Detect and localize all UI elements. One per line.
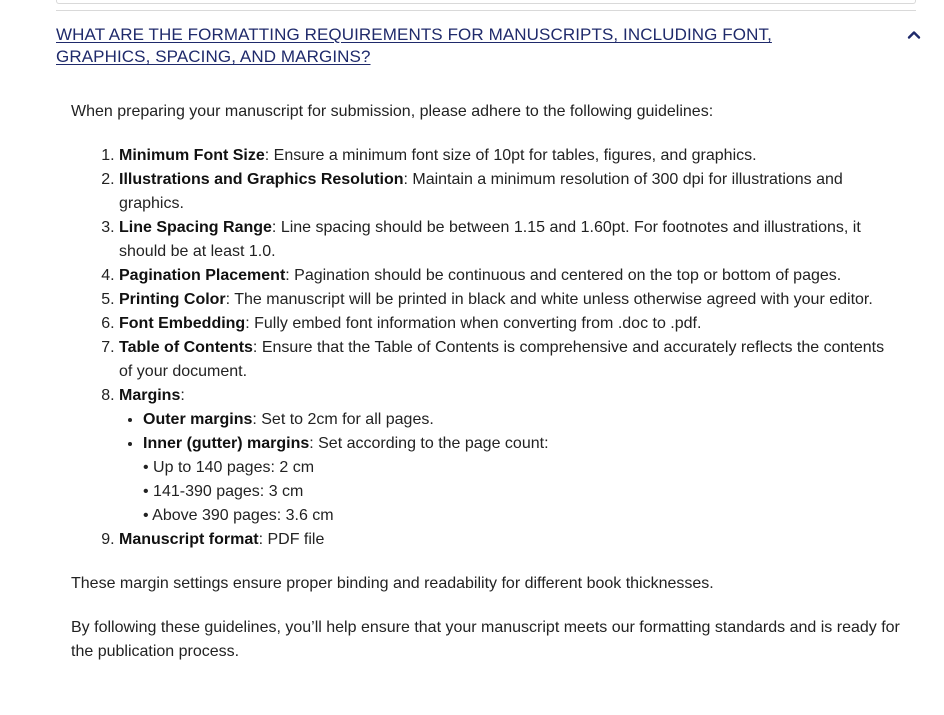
faq-question-title[interactable]: WHAT ARE THE FORMATTING REQUIREMENTS FOR MANUSCRIPTS, INCLUDING FONT, GRAPHICS, SPACING, AND MARGINS? xyxy=(56,25,772,66)
guideline-text: : Ensure a minimum font size of 10pt for tables, figures, and graphics. xyxy=(264,147,757,164)
closing-paragraph: By following these guidelines, you’ll help ensure that your manuscript meets our formatting standards and is ready for the publication process. xyxy=(71,619,900,660)
guideline-text: : The manuscript will be printed in black and white unless otherwise agreed with your editor. xyxy=(225,291,873,308)
guideline-label: Pagination Placement xyxy=(119,267,286,284)
guideline-text: : Line spacing should be between 1.15 and 1.60pt. For footnotes and illustrations, it should be at least 1.0. xyxy=(119,219,861,260)
guideline-text: : Maintain a minimum resolution of 300 dpi for illustrations and graphics. xyxy=(119,171,843,212)
guideline-text: : Pagination should be continuous and centered on the top or bottom of pages. xyxy=(285,267,842,284)
guideline-item-font-size xyxy=(119,144,901,168)
page-count-line: • 141-390 pages: 3 cm xyxy=(143,483,304,500)
chevron-up-icon[interactable] xyxy=(902,23,926,47)
guideline-item-printing-color xyxy=(119,288,901,312)
guidelines-list xyxy=(71,144,901,552)
guideline-item-margins xyxy=(119,384,901,528)
page-count-line: • Up to 140 pages: 2 cm xyxy=(143,459,315,476)
margin-text: : Set according to the page count: xyxy=(309,435,549,452)
guideline-item-manuscript-format xyxy=(119,528,901,552)
page-count-line: • Above 390 pages: 3.6 cm xyxy=(143,507,334,524)
guideline-text: : Ensure that the Table of Contents is comprehensive and accurately reflects the contents of your document. xyxy=(119,339,885,380)
guideline-label: Margins xyxy=(119,387,181,404)
guideline-item-graphics-resolution xyxy=(119,168,901,216)
answer-intro: When preparing your manuscript for submission, please adhere to the following guidelines: xyxy=(71,103,714,120)
page-count-lines xyxy=(143,456,901,528)
faq-accordion-header[interactable] xyxy=(56,24,936,68)
guideline-label: Manuscript format xyxy=(119,531,259,548)
guideline-item-line-spacing xyxy=(119,216,901,264)
margin-text: : Set to 2cm for all pages. xyxy=(252,411,434,428)
guideline-label: Font Embedding xyxy=(119,315,246,332)
margin-label: Outer margins xyxy=(143,411,253,428)
faq-answer-panel xyxy=(71,100,901,664)
margins-sublist xyxy=(119,408,901,528)
margin-label: Inner (gutter) margins xyxy=(143,435,310,452)
guideline-text: : PDF file xyxy=(258,531,325,548)
guideline-item-pagination xyxy=(119,264,901,288)
guideline-item-table-of-contents xyxy=(119,336,901,384)
margin-item-inner xyxy=(143,432,901,456)
margin-item-outer xyxy=(143,408,901,432)
guideline-label: Minimum Font Size xyxy=(119,147,265,164)
guideline-text: : xyxy=(180,387,185,404)
guideline-item-font-embedding xyxy=(119,312,901,336)
guideline-label: Illustrations and Graphics Resolution xyxy=(119,171,404,188)
accordion-divider xyxy=(56,10,916,11)
guideline-label: Printing Color xyxy=(119,291,226,308)
previous-section-edge xyxy=(56,0,916,4)
guideline-text: : Fully embed font information when converting from .doc to .pdf. xyxy=(245,315,702,332)
guideline-label: Table of Contents xyxy=(119,339,253,356)
margin-note: These margin settings ensure proper binding and readability for different book thicknesses. xyxy=(71,575,714,592)
guideline-label: Line Spacing Range xyxy=(119,219,272,236)
